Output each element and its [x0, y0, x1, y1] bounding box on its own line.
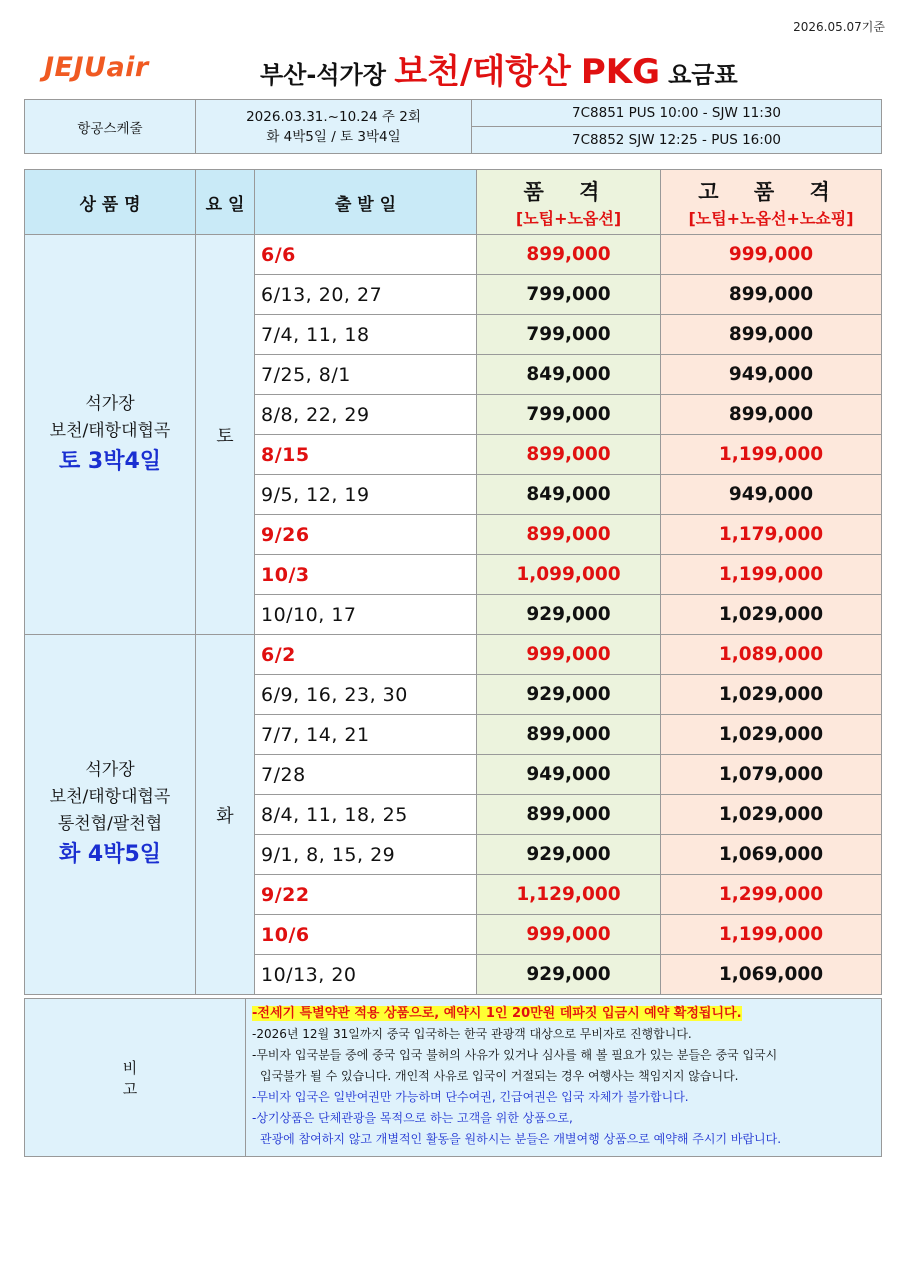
price-premium: 1,029,000	[661, 675, 882, 715]
grade1-subtitle: [노팁+노옵션]	[515, 208, 622, 228]
departure-date: 10/6	[255, 915, 477, 955]
price-premium: 1,029,000	[661, 795, 882, 835]
price-premium: 1,089,000	[661, 635, 882, 675]
price-premium: 1,199,000	[661, 555, 882, 595]
title-suffix: 요금표	[668, 61, 738, 89]
product-name-line: 석가장	[85, 760, 135, 780]
price-standard: 1,099,000	[477, 555, 661, 595]
notes-entry-refusal: -무비자 입국분들 중에 중국 입국 불허의 사유가 있거나 심사를 해 볼 필요가 있는 분들은 중국 입국시	[252, 1048, 778, 1062]
weekday: 토	[196, 235, 255, 635]
price-premium: 949,000	[661, 355, 882, 395]
price-standard: 929,000	[477, 955, 661, 995]
price-standard: 899,000	[477, 795, 661, 835]
product-name	[25, 635, 196, 995]
table-row	[25, 235, 882, 275]
departure-date: 8/15	[255, 435, 477, 475]
notes-body	[246, 999, 882, 1157]
schedule-days: 화 4박5일 / 토 3박4일	[266, 128, 401, 145]
price-standard: 849,000	[477, 475, 661, 515]
price-premium: 1,199,000	[661, 435, 882, 475]
price-premium: 1,029,000	[661, 595, 882, 635]
price-premium: 949,000	[661, 475, 882, 515]
price-standard: 799,000	[477, 275, 661, 315]
product-name-line: 통천협/팔천협	[57, 814, 163, 834]
notes-entry-refusal-cont: 입국불가 될 수 있습니다. 개인적 사유로 입국이 거절되는 경우 여행사는 책임지지 않습니다.	[260, 1069, 739, 1083]
departure-date: 10/3	[255, 555, 477, 595]
price-premium: 1,069,000	[661, 835, 882, 875]
notes-table	[24, 998, 882, 1157]
departure-date: 9/22	[255, 875, 477, 915]
header-day: 요 일	[196, 170, 255, 235]
price-premium: 1,199,000	[661, 915, 882, 955]
departure-date: 10/13, 20	[255, 955, 477, 995]
price-premium: 1,029,000	[661, 715, 882, 755]
departure-date: 7/25, 8/1	[255, 355, 477, 395]
price-premium: 1,069,000	[661, 955, 882, 995]
table-row	[25, 635, 882, 675]
grade1-title: 품 격	[523, 179, 614, 204]
price-standard: 929,000	[477, 595, 661, 635]
weekday: 화	[196, 635, 255, 995]
departure-date: 7/7, 14, 21	[255, 715, 477, 755]
departure-date: 7/4, 11, 18	[255, 315, 477, 355]
departure-date: 8/4, 11, 18, 25	[255, 795, 477, 835]
notes-label: 비 고	[25, 999, 246, 1157]
schedule-label: 항공스케줄	[25, 100, 196, 154]
price-standard: 999,000	[477, 915, 661, 955]
price-table	[24, 169, 882, 995]
departure-date: 9/26	[255, 515, 477, 555]
price-premium: 1,179,000	[661, 515, 882, 555]
departure-date: 10/10, 17	[255, 595, 477, 635]
flight-inbound: 7C8852 SJW 12:25 - PUS 16:00	[472, 127, 882, 154]
header-grade2	[661, 170, 882, 235]
price-standard: 899,000	[477, 715, 661, 755]
price-standard: 949,000	[477, 755, 661, 795]
grade2-subtitle: [노팁+노옵선+노쇼핑]	[688, 208, 854, 228]
price-premium: 1,079,000	[661, 755, 882, 795]
departure-date: 6/13, 20, 27	[255, 275, 477, 315]
jejuair-logo: JEJUair	[44, 52, 149, 83]
notes-deposit: -전세기 특별약관 적용 상품으로, 예약시 1인 20만원 데파짓 입금시 예약 확정됩니다.	[252, 1006, 742, 1021]
header-product: 상 품 명	[25, 170, 196, 235]
notes-passport: -무비자 입국은 일반여권만 가능하며 단수여권, 긴급여권은 입국 자체가 불가합니다.	[252, 1090, 689, 1104]
price-premium: 899,000	[661, 275, 882, 315]
departure-date: 8/8, 22, 29	[255, 395, 477, 435]
departure-date: 6/2	[255, 635, 477, 675]
title-route: 부산-석가장	[260, 61, 395, 89]
price-premium: 1,299,000	[661, 875, 882, 915]
product-name-line: 석가장	[85, 393, 135, 414]
price-standard: 799,000	[477, 395, 661, 435]
product-duration: 화 4박5일	[58, 842, 162, 867]
price-standard: 1,129,000	[477, 875, 661, 915]
price-standard: 849,000	[477, 355, 661, 395]
product-name-line: 보천/태항대협곡	[49, 420, 171, 441]
page-title	[260, 44, 738, 92]
flight-schedule-table	[24, 99, 882, 154]
title-pkg: PKG	[580, 52, 661, 92]
departure-date: 6/6	[255, 235, 477, 275]
product-duration: 토 3박4일	[58, 448, 162, 474]
notes-group-tour-cont: 관광에 참여하지 않고 개별적인 활동을 원하시는 분들은 개별여행 상품으로 예약해 주시기 바랍니다.	[260, 1132, 782, 1146]
departure-date: 6/9, 16, 23, 30	[255, 675, 477, 715]
title-destination: 보천/태항산	[394, 52, 571, 92]
price-standard: 929,000	[477, 675, 661, 715]
price-premium: 999,000	[661, 235, 882, 275]
header-departure: 출 발 일	[255, 170, 477, 235]
header-grade1	[477, 170, 661, 235]
departure-date: 9/1, 8, 15, 29	[255, 835, 477, 875]
notes-group-tour: -상기상품은 단체관광을 목적으로 하는 고객을 위한 상품으로,	[252, 1111, 573, 1125]
schedule-period-range: 2026.03.31.~10.24 주 2회	[246, 108, 421, 125]
notes-visa-free: -2026년 12월 31일까지 중국 입국하는 한국 관광객 대상으로 무비자로 진행합니다.	[252, 1027, 692, 1041]
price-premium: 899,000	[661, 395, 882, 435]
price-standard: 929,000	[477, 835, 661, 875]
price-standard: 899,000	[477, 235, 661, 275]
date-stamp: 2026.05.07기준	[793, 20, 885, 34]
departure-date: 9/5, 12, 19	[255, 475, 477, 515]
price-standard: 899,000	[477, 515, 661, 555]
product-name	[25, 235, 196, 635]
schedule-period	[196, 100, 472, 154]
price-standard: 899,000	[477, 435, 661, 475]
flight-outbound: 7C8851 PUS 10:00 - SJW 11:30	[472, 100, 882, 127]
price-standard: 999,000	[477, 635, 661, 675]
price-standard: 799,000	[477, 315, 661, 355]
grade2-title: 고 품 격	[698, 179, 844, 204]
price-premium: 899,000	[661, 315, 882, 355]
product-name-line: 보천/태항대협곡	[49, 787, 171, 807]
departure-date: 7/28	[255, 755, 477, 795]
